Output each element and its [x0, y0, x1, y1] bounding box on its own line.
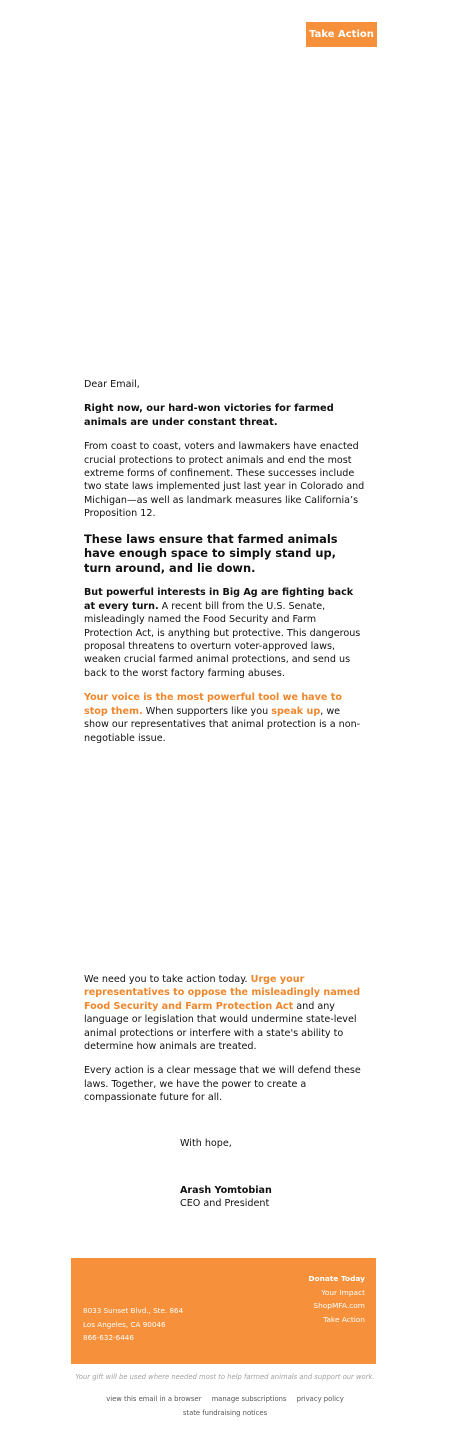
- voice-highlight: Your voice is the most powerful tool we have to stop them.: [84, 692, 342, 717]
- take-action-text: We need you to take action today.: [84, 974, 251, 985]
- signature: [180, 1184, 272, 1211]
- signer-title: CEO and President: [180, 1198, 270, 1210]
- voice-text: When supporters like you: [142, 705, 272, 717]
- urge-representatives-link[interactable]: Urge your representatives to oppose the misleadingly named Food Security and Farm Protection Act: [84, 974, 361, 1012]
- your-impact-link[interactable]: Your Impact: [321, 1287, 365, 1297]
- take-action-button[interactable]: Take Action: [306, 22, 377, 47]
- address-line-2: Los Angeles, CA 90046: [83, 1319, 166, 1329]
- gift-disclaimer: Your gift will be used where needed most to help farmed animals and support our work.: [75, 1373, 375, 1381]
- footer-address: [83, 1304, 183, 1345]
- speak-up-link[interactable]: speak up: [271, 705, 321, 717]
- letter-body-top: [84, 378, 367, 756]
- take-action-text-end: and any language or legislation that would undermine state-level animal protections or interfere with a state's ability to determine how animals are treated.: [84, 1000, 357, 1053]
- manage-subscriptions-link[interactable]: manage subscriptions: [211, 1395, 287, 1403]
- voice-text-end: , we show our representatives that animal protection is a non-negotiable issue.: [84, 705, 361, 744]
- address-line-1: 8033 Sunset Blvd., Ste. 864: [83, 1306, 184, 1315]
- footer-links: [308, 1272, 365, 1326]
- view-in-browser-link[interactable]: view this email in a browser: [106, 1395, 202, 1403]
- privacy-policy-link[interactable]: privacy policy: [296, 1395, 344, 1403]
- state-fundraising-link[interactable]: state fundraising notices: [182, 1409, 268, 1417]
- phone: 866-632-6446: [83, 1333, 134, 1343]
- footer-box: [71, 1258, 376, 1364]
- footer-take-action-link[interactable]: Take Action: [323, 1314, 365, 1324]
- intro-bold: Right now, our hard-won victories for farmed animals are under constant threat.: [84, 403, 334, 428]
- headline: These laws ensure that farmed animals have enough space to simply stand up, turn around, and lie down.: [84, 531, 338, 575]
- paragraph-voice: [84, 691, 367, 745]
- paragraph-every-action: Every action is a clear message that we will defend these laws. Together, we have the power to create a compassionate future for all.: [84, 1065, 361, 1104]
- signer-name: Arash Yomtobian: [180, 1185, 272, 1196]
- paragraph-protections: From coast to coast, voters and lawmakers have enacted crucial protections to protect animals and end the most extreme forms of confinement. These successes include two state laws implemented just last year in Colorado and Michigan—as well as landmark measures like California’s Proposition 12.: [84, 441, 365, 520]
- salutation: Dear Email,: [84, 379, 140, 390]
- big-ag-text: A recent bill from the U.S. Senate, misleadingly named the Food Security and Farm Protection Act, is anything but protective. This dangerous proposal threatens to overturn voter-approved laws, weaken crucial farmed animal protections, and send us back to the worst factory farming abuses.: [84, 600, 361, 679]
- shop-link[interactable]: ShopMFA.com: [313, 1301, 365, 1310]
- big-ag-bold: But powerful interests in Big Ag are fighting back at every turn.: [84, 587, 354, 612]
- bottom-links: [0, 1392, 450, 1420]
- letter-body-bottom: [84, 973, 367, 1116]
- donate-today-link[interactable]: Donate Today: [308, 1274, 365, 1283]
- paragraph-take-action: [84, 973, 367, 1053]
- paragraph-big-ag: [84, 586, 367, 680]
- closing: With hope,: [180, 1138, 232, 1149]
